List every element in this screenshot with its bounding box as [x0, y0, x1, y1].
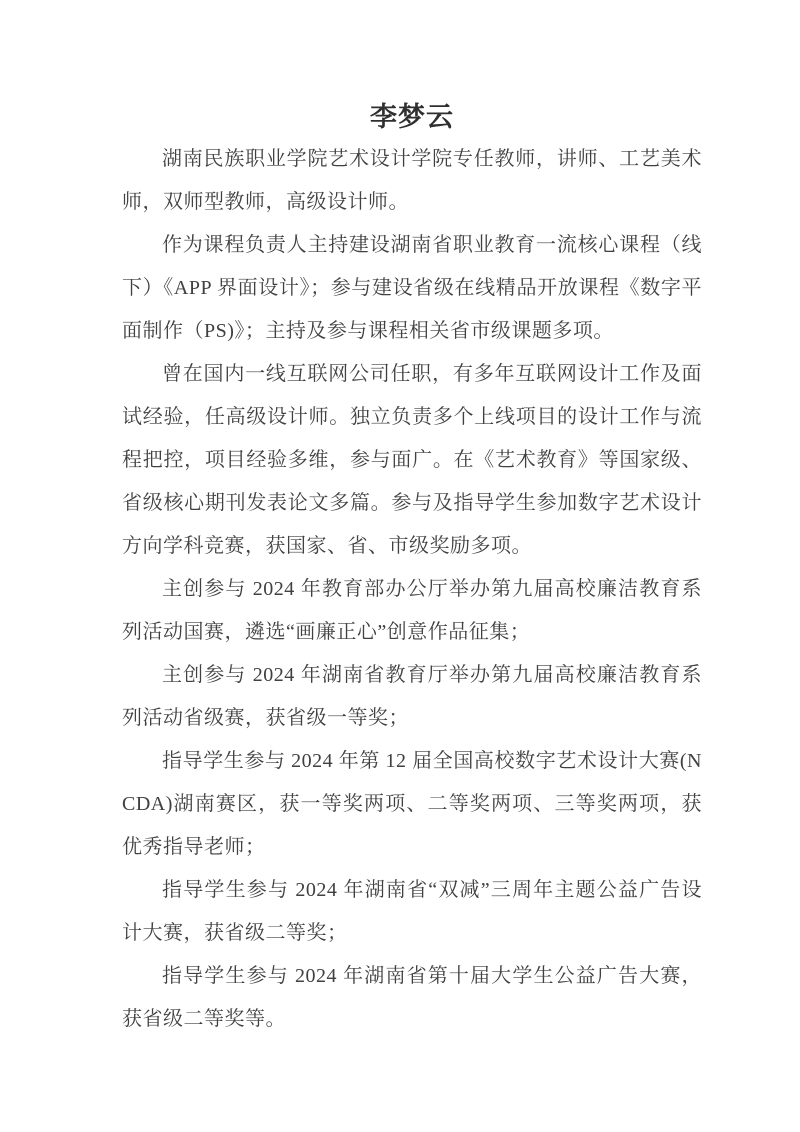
paragraph: 指导学生参与 2024 年湖南省“双减”三周年主题公益广告设计大赛，获省级二等奖；: [122, 879, 702, 944]
paragraph: 主创参与 2024 年教育部办公厅举办第九届高校廉洁教育系列活动国赛，遴选“画廉正心”创意作品征集；: [122, 578, 702, 643]
page-title: 李梦云: [370, 102, 454, 132]
paragraph: 曾在国内一线互联网公司任职，有多年互联网设计工作及面试经验，任高级设计师。独立负责多个上线项目的设计工作与流程把控，项目经验多维，参与面广。在《艺术教育》等国家级、省级核心期刊发表论文多篇。参与及指导学生参加数字艺术设计方向学科竞赛，获国家、省、市级奖励多项。: [122, 363, 702, 557]
document-body: [122, 138, 702, 1041]
paragraph: 作为课程负责人主持建设湖南省职业教育一流核心课程（线下）《APP 界面设计》；参与建设省级在线精品开放课程《数字平面制作（PS)》；主持及参与课程相关省市级课题多项。: [122, 234, 702, 342]
paragraph: 指导学生参与 2024 年湖南省第十届大学生公益广告大赛，获省级二等奖等。: [122, 965, 702, 1030]
paragraph: 主创参与 2024 年湖南省教育厅举办第九届高校廉洁教育系列活动省级赛，获省级一等奖；: [122, 664, 702, 729]
paragraph: 指导学生参与 2024 年第 12 届全国高校数字艺术设计大赛(NCDA)湖南赛区，获一等奖两项、二等奖两项、三等奖两项，获优秀指导老师；: [122, 750, 702, 858]
paragraph: 湖南民族职业学院艺术设计学院专任教师，讲师、工艺美术师，双师型教师，高级设计师。: [122, 148, 702, 213]
